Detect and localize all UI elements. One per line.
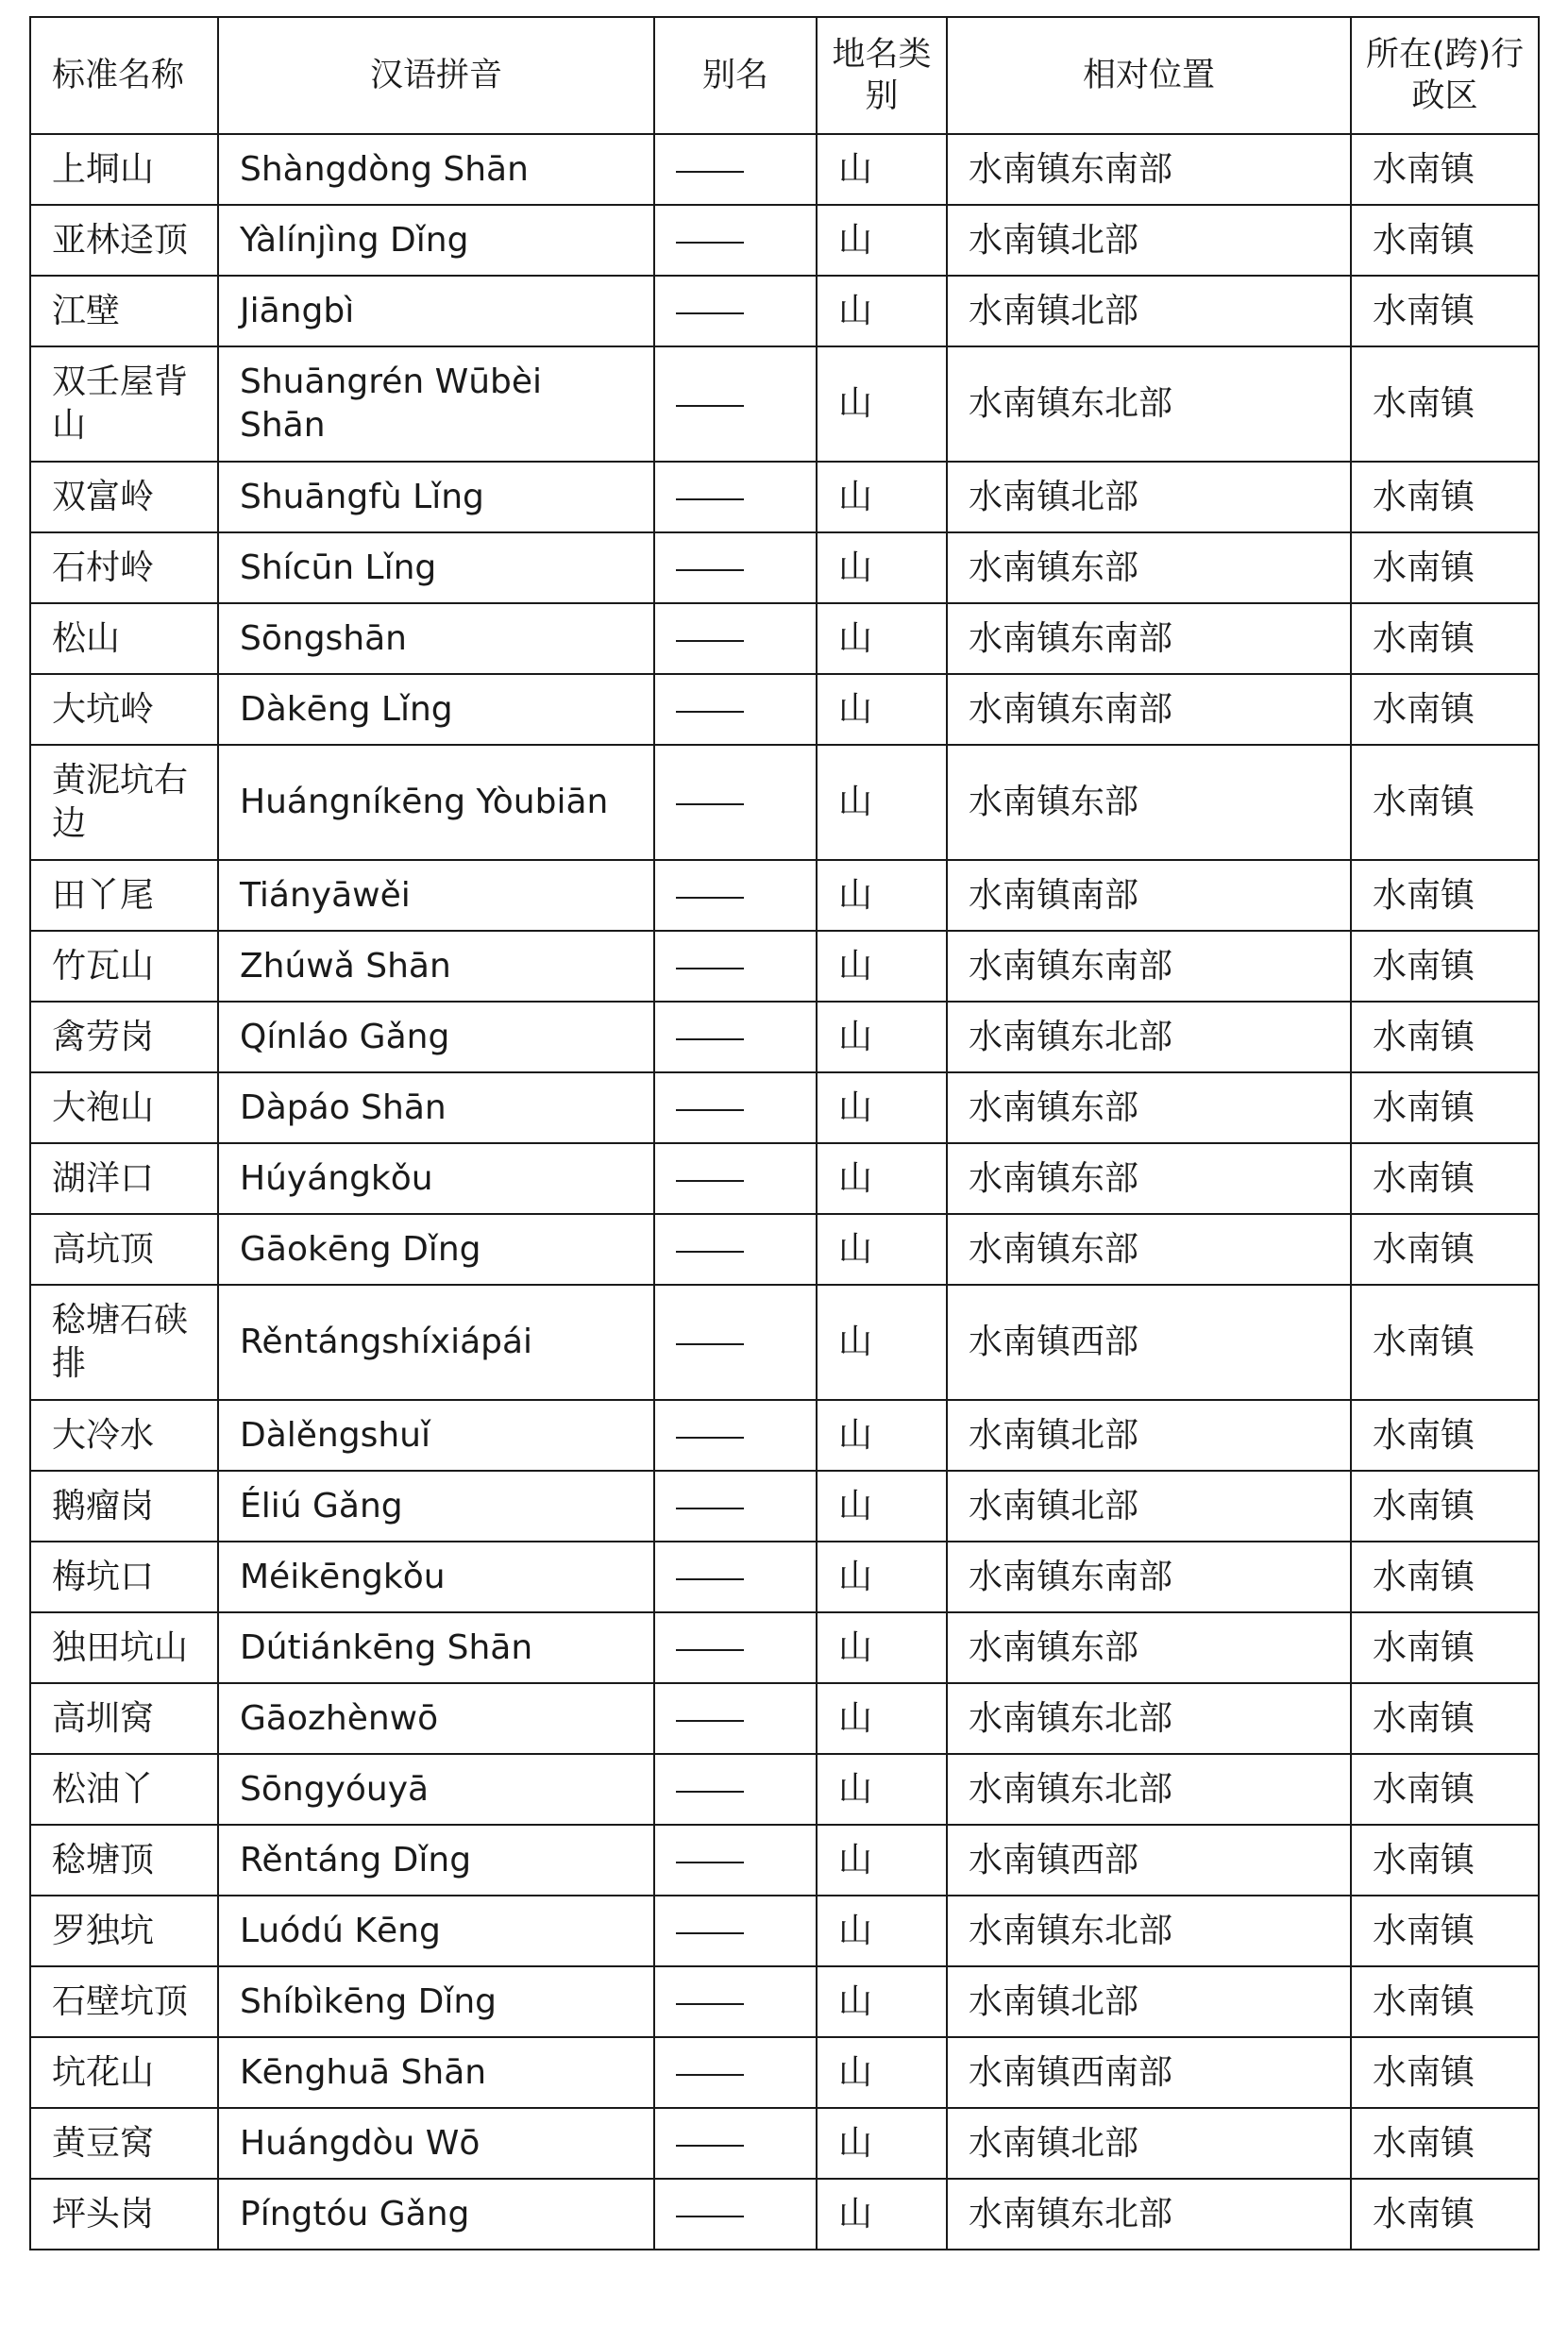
category-cell: 山 bbox=[817, 1754, 947, 1825]
standard-name-cell: 鹅瘤岗 bbox=[30, 1471, 218, 1542]
district-cell: 水南镇 bbox=[1351, 2108, 1539, 2179]
table-row bbox=[30, 1825, 1539, 1896]
alias-dash bbox=[676, 405, 744, 407]
standard-name-cell: 大冷水 bbox=[30, 1400, 218, 1471]
table-row bbox=[30, 1896, 1539, 1966]
standard-name-cell: 双富岭 bbox=[30, 462, 218, 532]
relative-location-cell: 水南镇东南部 bbox=[947, 1542, 1351, 1612]
standard-name-cell: 黄豆窝 bbox=[30, 2108, 218, 2179]
alias-cell bbox=[654, 1214, 817, 1285]
table-row bbox=[30, 1214, 1539, 1285]
standard-name-cell: 松油丫 bbox=[30, 1754, 218, 1825]
relative-location-cell: 水南镇东北部 bbox=[947, 1896, 1351, 1966]
alias-cell bbox=[654, 2037, 817, 2108]
pinyin-cell: Gāozhènwō bbox=[218, 1683, 654, 1754]
relative-location-cell: 水南镇东北部 bbox=[947, 1683, 1351, 1754]
pinyin-cell: Luódú Kēng bbox=[218, 1896, 654, 1966]
table-row bbox=[30, 462, 1539, 532]
alias-cell bbox=[654, 674, 817, 745]
relative-location-cell: 水南镇北部 bbox=[947, 1966, 1351, 2037]
standard-name-cell: 江壁 bbox=[30, 276, 218, 346]
relative-location-cell: 水南镇东北部 bbox=[947, 2179, 1351, 2250]
alias-dash bbox=[676, 968, 744, 969]
category-cell: 山 bbox=[817, 1966, 947, 2037]
pinyin-cell: Dàkēng Lǐng bbox=[218, 674, 654, 745]
district-cell: 水南镇 bbox=[1351, 931, 1539, 1002]
alias-cell bbox=[654, 462, 817, 532]
district-cell: 水南镇 bbox=[1351, 1285, 1539, 1400]
alias-cell bbox=[654, 2179, 817, 2250]
alias-dash bbox=[676, 312, 744, 314]
alias-cell bbox=[654, 745, 817, 860]
standard-name-cell: 亚林迳顶 bbox=[30, 205, 218, 276]
pinyin-cell: Shícūn Lǐng bbox=[218, 532, 654, 603]
relative-location-cell: 水南镇东部 bbox=[947, 532, 1351, 603]
pinyin-cell: Tiányāwěi bbox=[218, 860, 654, 931]
category-cell: 山 bbox=[817, 745, 947, 860]
alias-cell bbox=[654, 931, 817, 1002]
alias-cell bbox=[654, 1612, 817, 1683]
pinyin-cell: Shàngdòng Shān bbox=[218, 134, 654, 205]
table-row bbox=[30, 1612, 1539, 1683]
pinyin-cell: Rěntángshíxiápái bbox=[218, 1285, 654, 1400]
table-row bbox=[30, 134, 1539, 205]
standard-name-cell: 石壁坑顶 bbox=[30, 1966, 218, 2037]
alias-cell bbox=[654, 205, 817, 276]
alias-dash bbox=[676, 1720, 744, 1722]
pinyin-cell: Éliú Gǎng bbox=[218, 1471, 654, 1542]
pinyin-cell: Shuāngrén Wūbèi Shān bbox=[218, 346, 654, 462]
header-relative-location: 相对位置 bbox=[947, 17, 1351, 134]
category-cell: 山 bbox=[817, 1143, 947, 1214]
category-cell: 山 bbox=[817, 1285, 947, 1400]
district-cell: 水南镇 bbox=[1351, 1542, 1539, 1612]
category-cell: 山 bbox=[817, 1825, 947, 1896]
relative-location-cell: 水南镇东北部 bbox=[947, 346, 1351, 462]
district-cell: 水南镇 bbox=[1351, 1400, 1539, 1471]
table-row bbox=[30, 745, 1539, 860]
alias-dash bbox=[676, 1038, 744, 1040]
alias-dash bbox=[676, 711, 744, 713]
standard-name-cell: 双壬屋背山 bbox=[30, 346, 218, 462]
table-row bbox=[30, 1471, 1539, 1542]
table-row bbox=[30, 205, 1539, 276]
table-row bbox=[30, 860, 1539, 931]
alias-dash bbox=[676, 171, 744, 173]
district-cell: 水南镇 bbox=[1351, 745, 1539, 860]
pinyin-cell: Huángdòu Wō bbox=[218, 2108, 654, 2179]
alias-dash bbox=[676, 1578, 744, 1580]
pinyin-cell: Rěntáng Dǐng bbox=[218, 1825, 654, 1896]
category-cell: 山 bbox=[817, 134, 947, 205]
pinyin-cell: Gāokēng Dǐng bbox=[218, 1214, 654, 1285]
table-header-row bbox=[30, 17, 1539, 134]
standard-name-cell: 梅坑口 bbox=[30, 1542, 218, 1612]
standard-name-cell: 高圳窝 bbox=[30, 1683, 218, 1754]
table-row bbox=[30, 2179, 1539, 2250]
standard-name-cell: 罗独坑 bbox=[30, 1896, 218, 1966]
standard-name-cell: 竹瓦山 bbox=[30, 931, 218, 1002]
category-cell: 山 bbox=[817, 205, 947, 276]
district-cell: 水南镇 bbox=[1351, 1896, 1539, 1966]
pinyin-cell: Dútiánkēng Shān bbox=[218, 1612, 654, 1683]
alias-cell bbox=[654, 276, 817, 346]
standard-name-cell: 独田坑山 bbox=[30, 1612, 218, 1683]
alias-dash bbox=[676, 2003, 744, 2005]
category-cell: 山 bbox=[817, 276, 947, 346]
alias-dash bbox=[676, 2074, 744, 2076]
category-cell: 山 bbox=[817, 2037, 947, 2108]
relative-location-cell: 水南镇北部 bbox=[947, 462, 1351, 532]
pinyin-cell: Qínláo Gǎng bbox=[218, 1002, 654, 1072]
category-cell: 山 bbox=[817, 1214, 947, 1285]
alias-cell bbox=[654, 134, 817, 205]
pinyin-cell: Húyángkǒu bbox=[218, 1143, 654, 1214]
relative-location-cell: 水南镇东北部 bbox=[947, 1754, 1351, 1825]
alias-dash bbox=[676, 1251, 744, 1253]
district-cell: 水南镇 bbox=[1351, 134, 1539, 205]
relative-location-cell: 水南镇东南部 bbox=[947, 674, 1351, 745]
alias-cell bbox=[654, 1143, 817, 1214]
category-cell: 山 bbox=[817, 2108, 947, 2179]
district-cell: 水南镇 bbox=[1351, 603, 1539, 674]
district-cell: 水南镇 bbox=[1351, 1471, 1539, 1542]
alias-dash bbox=[676, 897, 744, 899]
alias-dash bbox=[676, 1109, 744, 1111]
pinyin-cell: Dàlěngshuǐ bbox=[218, 1400, 654, 1471]
alias-cell bbox=[654, 860, 817, 931]
category-cell: 山 bbox=[817, 1002, 947, 1072]
standard-name-cell: 稔塘顶 bbox=[30, 1825, 218, 1896]
pinyin-cell: Jiāngbì bbox=[218, 276, 654, 346]
alias-dash bbox=[676, 1343, 744, 1345]
standard-name-cell: 黄泥坑右边 bbox=[30, 745, 218, 860]
district-cell: 水南镇 bbox=[1351, 532, 1539, 603]
category-cell: 山 bbox=[817, 2179, 947, 2250]
standard-name-cell: 石村岭 bbox=[30, 532, 218, 603]
standard-name-cell: 坑花山 bbox=[30, 2037, 218, 2108]
relative-location-cell: 水南镇西南部 bbox=[947, 2037, 1351, 2108]
table-row bbox=[30, 1754, 1539, 1825]
table-row bbox=[30, 346, 1539, 462]
district-cell: 水南镇 bbox=[1351, 1143, 1539, 1214]
pinyin-cell: Sōngyóuyā bbox=[218, 1754, 654, 1825]
alias-dash bbox=[676, 569, 744, 571]
relative-location-cell: 水南镇北部 bbox=[947, 205, 1351, 276]
relative-location-cell: 水南镇南部 bbox=[947, 860, 1351, 931]
alias-cell bbox=[654, 346, 817, 462]
table-row bbox=[30, 532, 1539, 603]
alias-cell bbox=[654, 1400, 817, 1471]
relative-location-cell: 水南镇西部 bbox=[947, 1825, 1351, 1896]
table-row bbox=[30, 931, 1539, 1002]
table-row bbox=[30, 276, 1539, 346]
place-name-table bbox=[29, 16, 1540, 2250]
category-cell: 山 bbox=[817, 931, 947, 1002]
alias-dash bbox=[676, 1932, 744, 1934]
alias-dash bbox=[676, 803, 744, 805]
category-cell: 山 bbox=[817, 603, 947, 674]
district-cell: 水南镇 bbox=[1351, 1754, 1539, 1825]
table-row bbox=[30, 1072, 1539, 1143]
relative-location-cell: 水南镇西部 bbox=[947, 1285, 1351, 1400]
alias-cell bbox=[654, 1754, 817, 1825]
category-cell: 山 bbox=[817, 1896, 947, 1966]
pinyin-cell: Píngtóu Gǎng bbox=[218, 2179, 654, 2250]
relative-location-cell: 水南镇北部 bbox=[947, 276, 1351, 346]
category-cell: 山 bbox=[817, 1400, 947, 1471]
district-cell: 水南镇 bbox=[1351, 674, 1539, 745]
alias-cell bbox=[654, 1072, 817, 1143]
pinyin-cell: Sōngshān bbox=[218, 603, 654, 674]
alias-dash bbox=[676, 1437, 744, 1439]
category-cell: 山 bbox=[817, 462, 947, 532]
standard-name-cell: 上垌山 bbox=[30, 134, 218, 205]
relative-location-cell: 水南镇北部 bbox=[947, 1400, 1351, 1471]
table-row bbox=[30, 1143, 1539, 1214]
district-cell: 水南镇 bbox=[1351, 1683, 1539, 1754]
table-row bbox=[30, 2037, 1539, 2108]
alias-dash bbox=[676, 1791, 744, 1793]
pinyin-cell: Shíbìkēng Dǐng bbox=[218, 1966, 654, 2037]
district-cell: 水南镇 bbox=[1351, 1072, 1539, 1143]
standard-name-cell: 高坑顶 bbox=[30, 1214, 218, 1285]
relative-location-cell: 水南镇东部 bbox=[947, 1612, 1351, 1683]
alias-dash bbox=[676, 1180, 744, 1182]
alias-dash bbox=[676, 1862, 744, 1863]
pinyin-cell: Huángníkēng Yòubiān bbox=[218, 745, 654, 860]
alias-cell bbox=[654, 1285, 817, 1400]
table-row bbox=[30, 1002, 1539, 1072]
relative-location-cell: 水南镇东部 bbox=[947, 1214, 1351, 1285]
header-standard-name: 标准名称 bbox=[30, 17, 218, 134]
alias-dash bbox=[676, 1649, 744, 1651]
relative-location-cell: 水南镇东部 bbox=[947, 1143, 1351, 1214]
alias-dash bbox=[676, 242, 744, 244]
relative-location-cell: 水南镇东部 bbox=[947, 745, 1351, 860]
standard-name-cell: 大袍山 bbox=[30, 1072, 218, 1143]
table-row bbox=[30, 1542, 1539, 1612]
standard-name-cell: 湖洋口 bbox=[30, 1143, 218, 1214]
header-pinyin: 汉语拼音 bbox=[218, 17, 654, 134]
alias-dash bbox=[676, 498, 744, 500]
district-cell: 水南镇 bbox=[1351, 346, 1539, 462]
relative-location-cell: 水南镇东南部 bbox=[947, 134, 1351, 205]
district-cell: 水南镇 bbox=[1351, 2037, 1539, 2108]
category-cell: 山 bbox=[817, 1471, 947, 1542]
alias-dash bbox=[676, 1508, 744, 1509]
alias-cell bbox=[654, 532, 817, 603]
district-cell: 水南镇 bbox=[1351, 1966, 1539, 2037]
district-cell: 水南镇 bbox=[1351, 860, 1539, 931]
table-row bbox=[30, 1400, 1539, 1471]
relative-location-cell: 水南镇东南部 bbox=[947, 931, 1351, 1002]
relative-location-cell: 水南镇北部 bbox=[947, 1471, 1351, 1542]
pinyin-cell: Yàlínjìng Dǐng bbox=[218, 205, 654, 276]
header-district: 所在(跨)行政区 bbox=[1351, 17, 1539, 134]
pinyin-cell: Kēnghuā Shān bbox=[218, 2037, 654, 2108]
category-cell: 山 bbox=[817, 860, 947, 931]
district-cell: 水南镇 bbox=[1351, 205, 1539, 276]
alias-cell bbox=[654, 1896, 817, 1966]
district-cell: 水南镇 bbox=[1351, 276, 1539, 346]
district-cell: 水南镇 bbox=[1351, 2179, 1539, 2250]
alias-cell bbox=[654, 1471, 817, 1542]
standard-name-cell: 田丫尾 bbox=[30, 860, 218, 931]
relative-location-cell: 水南镇东部 bbox=[947, 1072, 1351, 1143]
pinyin-cell: Méikēngkǒu bbox=[218, 1542, 654, 1612]
district-cell: 水南镇 bbox=[1351, 1825, 1539, 1896]
district-cell: 水南镇 bbox=[1351, 462, 1539, 532]
category-cell: 山 bbox=[817, 346, 947, 462]
category-cell: 山 bbox=[817, 674, 947, 745]
district-cell: 水南镇 bbox=[1351, 1002, 1539, 1072]
alias-dash bbox=[676, 2145, 744, 2147]
pinyin-cell: Zhúwǎ Shān bbox=[218, 931, 654, 1002]
category-cell: 山 bbox=[817, 532, 947, 603]
table-row bbox=[30, 674, 1539, 745]
alias-cell bbox=[654, 603, 817, 674]
district-cell: 水南镇 bbox=[1351, 1214, 1539, 1285]
header-alias: 别名 bbox=[654, 17, 817, 134]
pinyin-cell: Dàpáo Shān bbox=[218, 1072, 654, 1143]
district-cell: 水南镇 bbox=[1351, 1612, 1539, 1683]
category-cell: 山 bbox=[817, 1072, 947, 1143]
standard-name-cell: 禽劳岗 bbox=[30, 1002, 218, 1072]
category-cell: 山 bbox=[817, 1683, 947, 1754]
alias-dash bbox=[676, 2216, 744, 2217]
header-category: 地名类别 bbox=[817, 17, 947, 134]
standard-name-cell: 稔塘石硖排 bbox=[30, 1285, 218, 1400]
category-cell: 山 bbox=[817, 1542, 947, 1612]
alias-cell bbox=[654, 1002, 817, 1072]
alias-cell bbox=[654, 1683, 817, 1754]
table-body bbox=[30, 134, 1539, 2250]
standard-name-cell: 坪头岗 bbox=[30, 2179, 218, 2250]
alias-cell bbox=[654, 1825, 817, 1896]
category-cell: 山 bbox=[817, 1612, 947, 1683]
alias-cell bbox=[654, 1542, 817, 1612]
alias-dash bbox=[676, 640, 744, 642]
table-row bbox=[30, 1966, 1539, 2037]
table-row bbox=[30, 603, 1539, 674]
relative-location-cell: 水南镇北部 bbox=[947, 2108, 1351, 2179]
relative-location-cell: 水南镇东南部 bbox=[947, 603, 1351, 674]
table-row bbox=[30, 1285, 1539, 1400]
standard-name-cell: 松山 bbox=[30, 603, 218, 674]
relative-location-cell: 水南镇东北部 bbox=[947, 1002, 1351, 1072]
pinyin-cell: Shuāngfù Lǐng bbox=[218, 462, 654, 532]
standard-name-cell: 大坑岭 bbox=[30, 674, 218, 745]
table-row bbox=[30, 2108, 1539, 2179]
alias-cell bbox=[654, 2108, 817, 2179]
alias-cell bbox=[654, 1966, 817, 2037]
table-row bbox=[30, 1683, 1539, 1754]
